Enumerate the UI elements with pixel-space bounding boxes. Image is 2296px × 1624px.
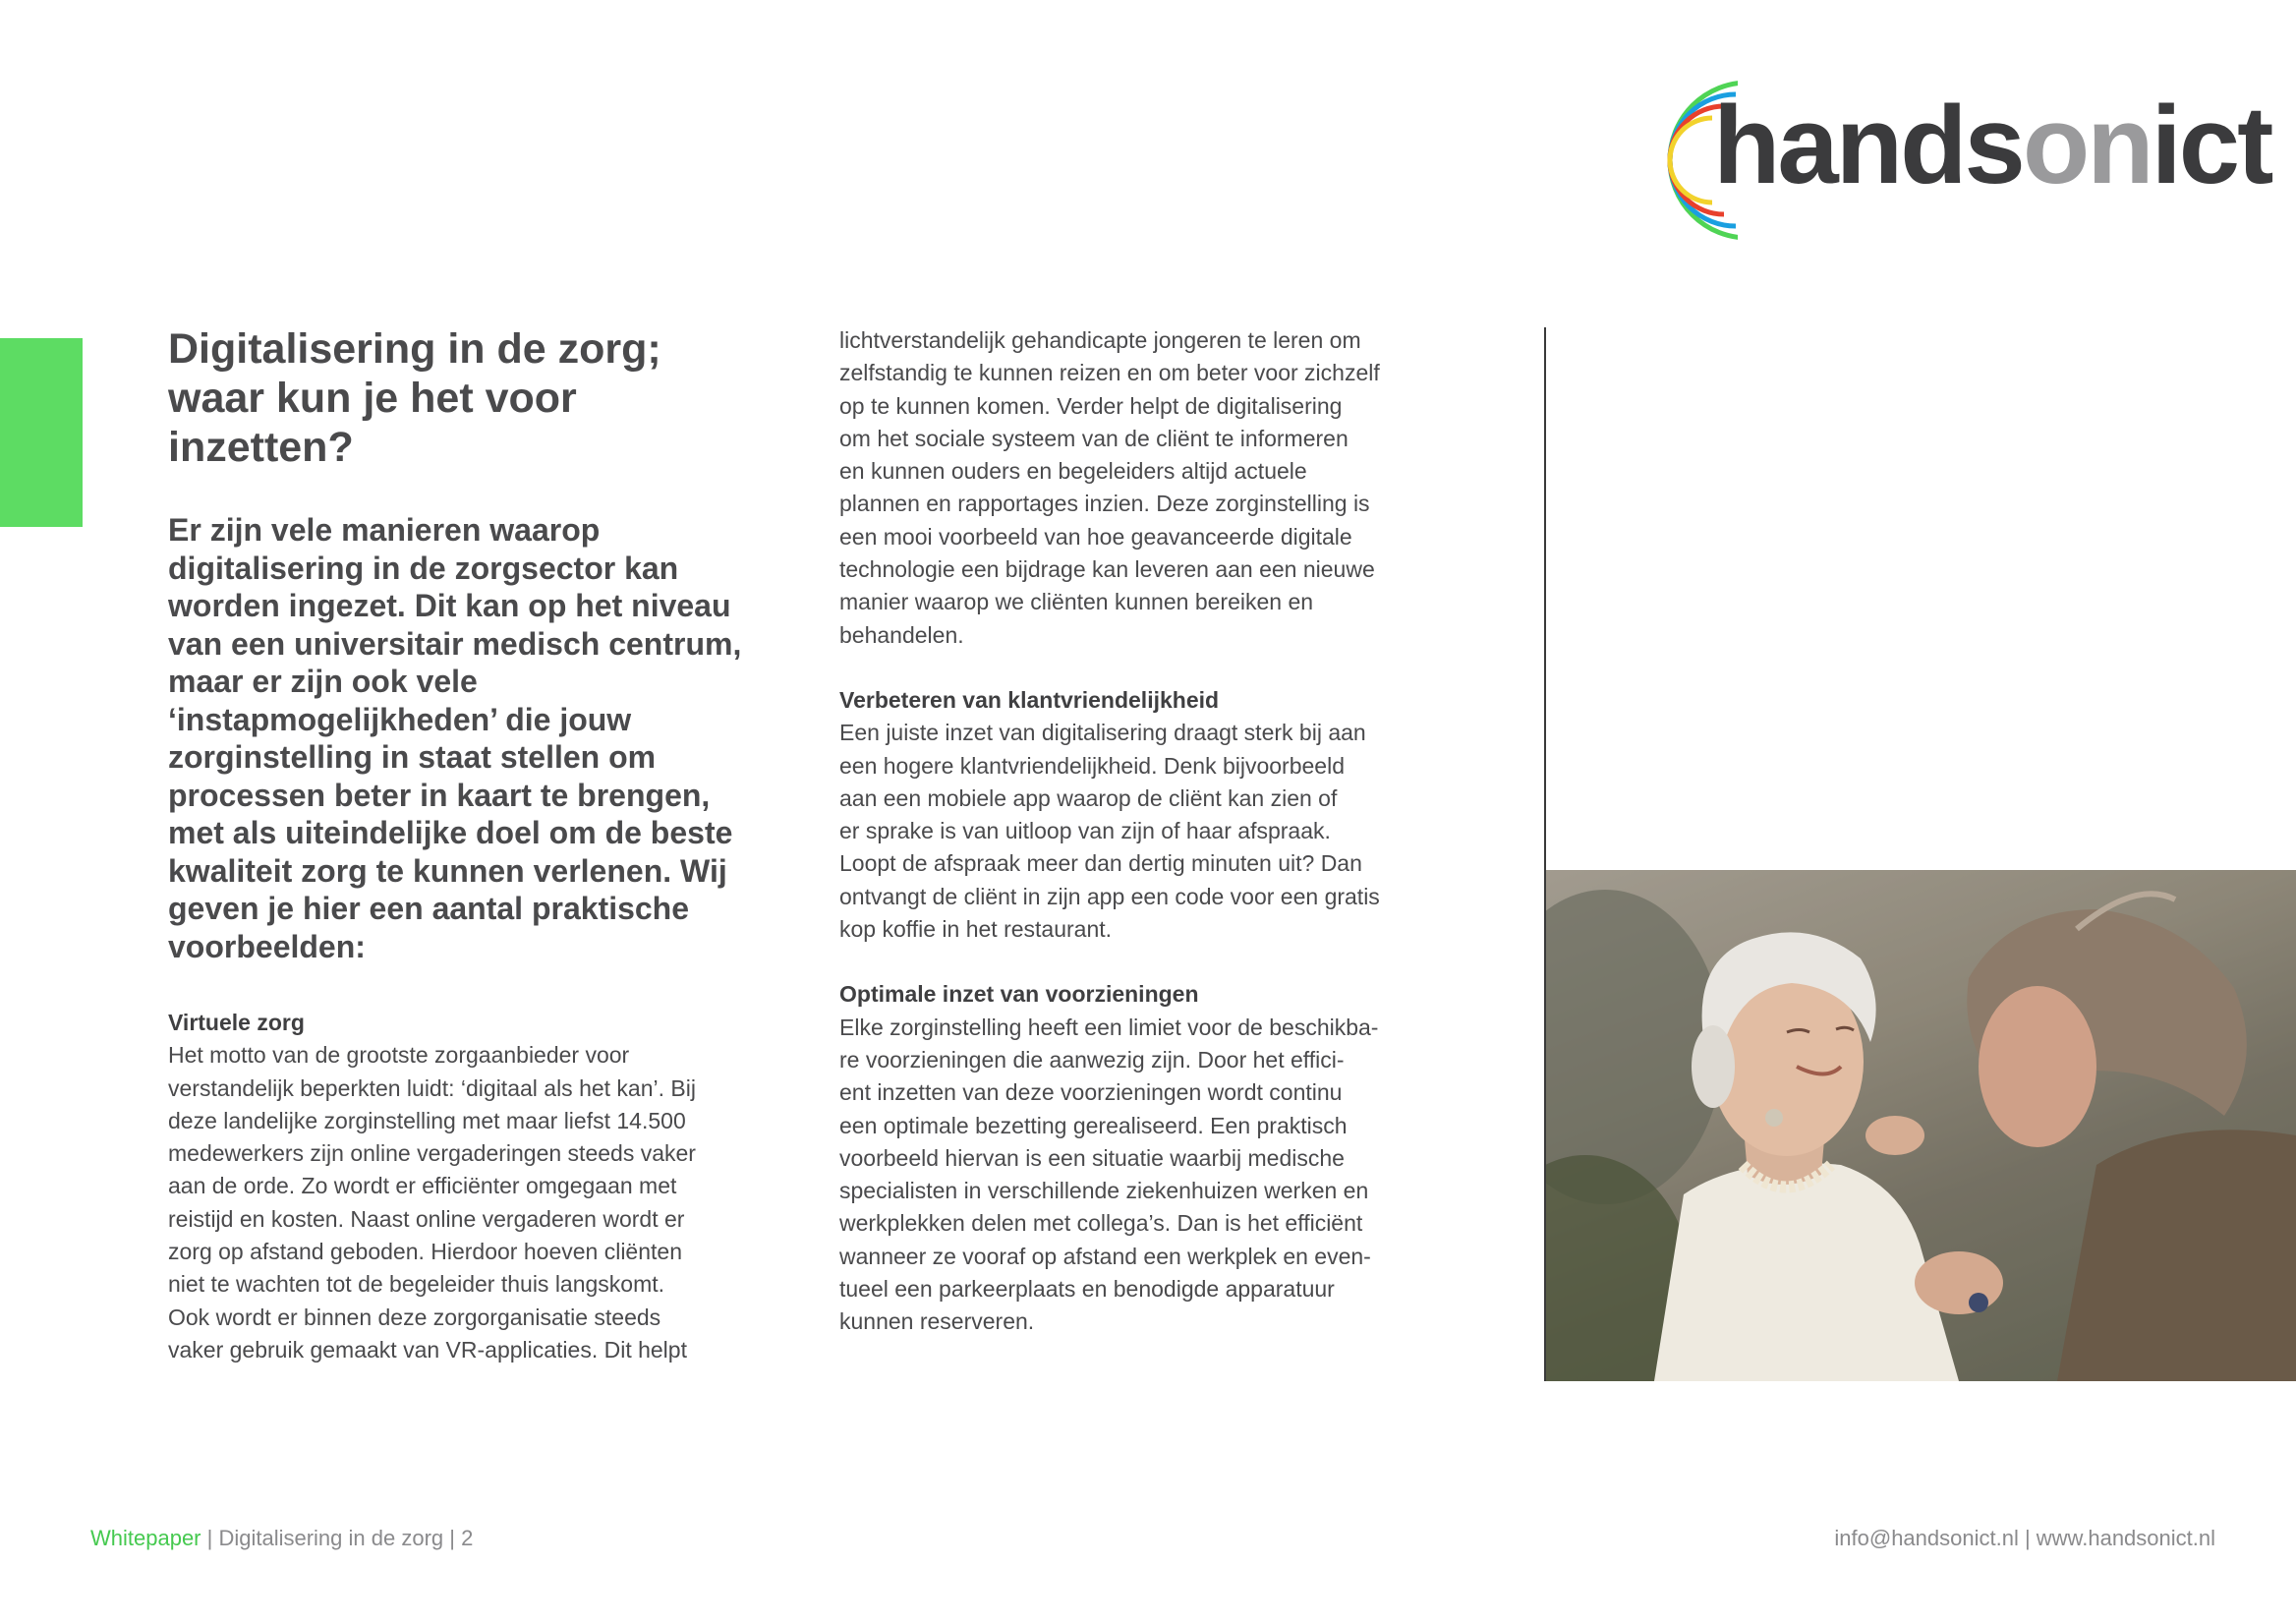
photo-elderly-woman-and-caregiver — [1546, 870, 2296, 1381]
section-body-voorzieningen: Elke zorginstelling heeft een limiet voor de beschikba- re voorzieningen die aanwezig zijn. Door het effici- ent inzetten van deze voorzieningen wordt continu een optimale bezetting gerealiseerd. Een praktisch voorbeeld hiervan is een situatie waarbij medische specialisten in verschillende ziekenhuizen werken en werkplekken delen met collega’s. Dan is het efficiënt wanneer ze vooraf op afstand een werkplek en even- tueel een parkeerplaats en benodigde apparatuur kunnen reserveren. — [839, 1014, 1379, 1335]
footer-document-info — [90, 1526, 473, 1551]
left-column — [168, 324, 758, 1366]
lead-paragraph: Er zijn vele manieren waarop digitalisering in de zorgsector kan worden ingezet. Dit kan op het niveau van een universitair medisch centrum, maar er zijn ook vele ‘instapmogelijkheden’ die jouw zorginstelling in staat stellen om processen beter in kaart te brengen, met als uiteindelijke doel om de beste kwaliteit zorg te kunnen verlenen. Wij geven je hier een aantal praktische voorbeelden: — [168, 512, 742, 964]
page-title: Digitalisering in de zorg; waar kun je het voor inzetten? — [168, 325, 661, 471]
logo-wordmark — [1713, 84, 2271, 206]
footer-doc-title-page: | Digitalisering in de zorg | 2 — [201, 1526, 474, 1550]
section-heading-virtuele-zorg: Virtuele zorg — [168, 1010, 305, 1035]
logo-word-on: on — [2022, 84, 2152, 206]
logo-word-hands: hands — [1713, 84, 2023, 206]
section-body-klantvriendelijkheid: Een juiste inzet van digitalisering draagt sterk bij aan een hogere klantvriendelijkheid. Denk bijvoorbeeld aan een mobiele app waarop de cliënt kan zien of er sprake is van uitloop van zijn of haar afspraak. Loopt de afspraak meer dan dertig minuten uit? Dan ontvangt de cliënt in zijn app een code voor een gratis kop koffie in het restaurant. — [839, 720, 1380, 943]
footer-whitepaper-label: Whitepaper — [90, 1526, 201, 1550]
photo-illustration — [1546, 870, 2296, 1381]
section-heading-voorzieningen: Optimale inzet van voorzieningen — [839, 981, 1199, 1008]
green-accent-bar — [0, 338, 83, 527]
section-body-virtuele-zorg: Het motto van de grootste zorgaanbieder voor verstandelijk beperkten luidt: ‘digitaal als het kan’. Bij deze landelijke zorginstelling met maar liefst 14.500 medewerkers zijn online vergaderingen steeds vaker aan de orde. Zo wordt er efficiënter omgegaan met reistijd en kosten. Naast online vergaderen wordt er zorg op afstand geboden. Hierdoor hoeven cliënten niet te wachten tot de begeleider thuis langskomt. Ook wordt er binnen deze zorgorganisatie steeds vaker gebruik gemaakt van VR-applicaties. Dit helpt — [168, 1042, 696, 1363]
continued-body-text: lichtverstandelijk gehandicapte jongeren te leren om zelfstandig te kunnen reizen en om beter voor zichzelf op te kunnen komen. Verder helpt de digitalisering om het sociale systeem van de cliënt te informeren en kunnen ouders en begeleiders altijd actuele plannen en rapportages inzien. Deze zorginstelling is een mooi voorbeeld van hoe geavanceerde digitale technologie een bijdrage kan leveren aan een nieuwe manier waarop we cliënten kunnen bereiken en behandelen. — [839, 327, 1380, 648]
handsonict-logo — [1610, 71, 2271, 250]
section-heading-klantvriendelijkheid: Verbeteren van klantvriendelijkheid — [839, 686, 1220, 713]
middle-column — [839, 324, 1429, 1339]
footer-contact-links[interactable]: info@handsonict.nl | www.handsonict.nl — [1834, 1526, 2215, 1550]
logo-word-ict: ict — [2151, 84, 2271, 206]
